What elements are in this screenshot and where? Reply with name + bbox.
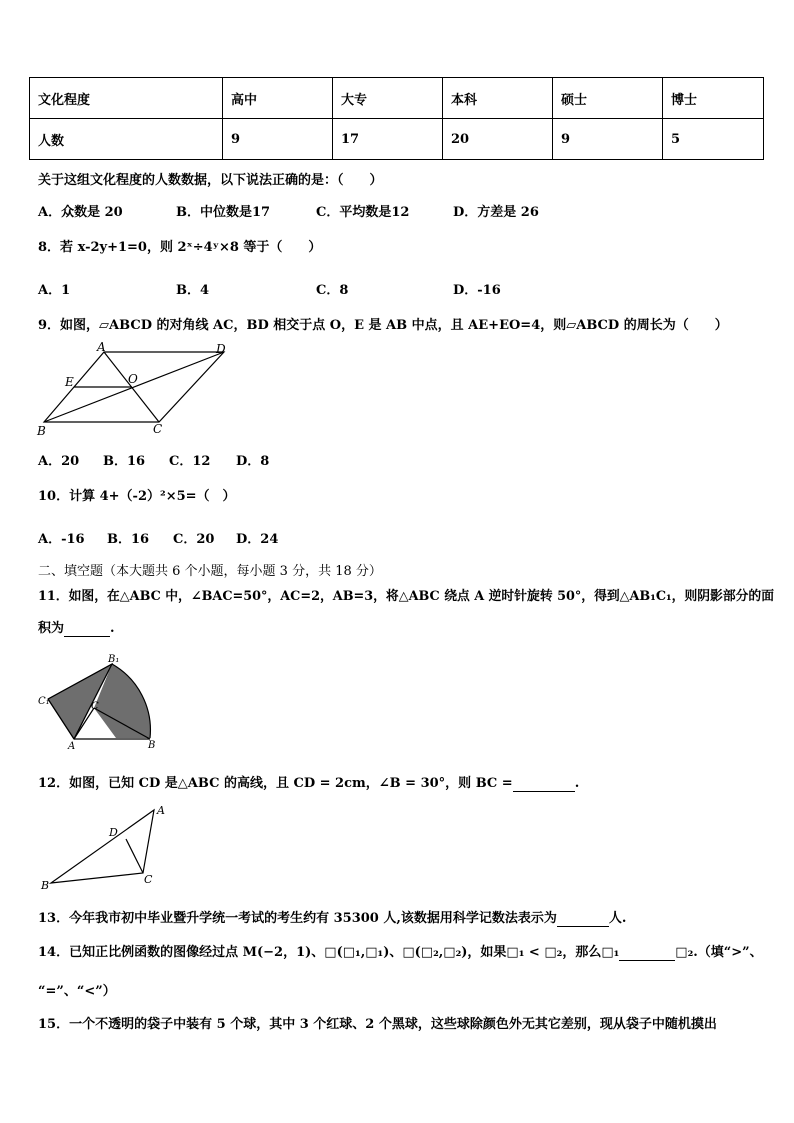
table-cell: 9 — [223, 119, 333, 160]
q8-option-b: B．4 — [176, 283, 210, 298]
q9-option-d: D．8 — [236, 454, 270, 469]
q11-text-end: . — [110, 621, 115, 636]
question-7-stem: 关于这组文化程度的人数数据，以下说法正确的是：（ ） — [38, 173, 383, 188]
q10-option-a: A．-16 — [38, 532, 85, 547]
question-11-stem-line1: 11．如图，在△ABC 中，∠BAC=50°，AC=2，AB=3，将△ABC 绕点 A 逆时针旋转 50°，得到△AB₁C₁，则阴影部分的面 — [38, 589, 775, 604]
question-11-stem-line2 — [38, 617, 115, 637]
q9-option-b: B．16 — [103, 454, 146, 469]
table-cell: 大专 — [333, 78, 443, 119]
q9-option-a: A．20 — [38, 454, 80, 469]
question-14-line2: “=”、“<”） — [38, 984, 116, 999]
answer-blank[interactable] — [557, 911, 609, 927]
table-row — [30, 119, 764, 160]
q8-option-c: C．8 — [316, 283, 349, 298]
triangle-abc — [51, 810, 154, 883]
label-b: B — [41, 879, 50, 892]
q10-option-b: B．16 — [107, 532, 150, 547]
q8-option-a: A．1 — [38, 283, 71, 298]
label-a: A — [68, 741, 76, 752]
question-14-stem — [38, 941, 763, 961]
q11-text: 积为 — [38, 621, 65, 636]
q10-option-c: C．20 — [173, 532, 215, 547]
label-b: B — [148, 740, 156, 751]
q13-text-end: 人. — [608, 911, 627, 926]
label-d: D — [216, 342, 226, 356]
table-cell: 17 — [333, 119, 443, 160]
answer-blank[interactable] — [64, 621, 110, 637]
label-d: D — [109, 826, 118, 839]
label-b: B — [37, 424, 46, 438]
label-c1: C₁ — [38, 696, 50, 707]
q14-text: 14．已知正比例函数的图像经过点 M(−2，1)、□(□₁,□₁)、□(□₂,□₂)，如果□₁ < □₂，那么□₁ — [38, 945, 620, 960]
q7-option-c: C．平均数是12 — [316, 205, 410, 220]
triangle-figure — [38, 800, 173, 892]
answer-blank[interactable] — [513, 776, 575, 792]
table-row — [30, 78, 764, 119]
question-13-stem — [38, 907, 626, 927]
q14-text-end: □₂.（填“>”、 — [675, 945, 763, 960]
q7-option-d: D．方差是 26 — [453, 205, 539, 220]
table-cell: 文化程度 — [30, 78, 223, 119]
education-table — [29, 77, 764, 160]
table-cell: 高中 — [223, 78, 333, 119]
label-c: C — [153, 422, 163, 436]
rotation-figure — [36, 652, 166, 754]
question-8-stem: 8．若 x-2y+1=0，则 2ˣ÷4ʸ×8 等于（ ） — [38, 240, 322, 255]
label-a: A — [157, 804, 165, 817]
question-12-stem — [38, 772, 579, 792]
q12-text-end: . — [574, 776, 580, 791]
q9-option-c: C．12 — [169, 454, 211, 469]
q13-text: 13．今年我市初中毕业暨升学统一考试的考生约有 35300 人,该数据用科学记数法表示为 — [38, 911, 557, 926]
table-cell: 本科 — [443, 78, 553, 119]
table-cell: 博士 — [663, 78, 764, 119]
label-b1: B₁ — [108, 654, 120, 665]
q12-text: 12．如图，已知 CD 是△ABC 的高线，且 CD = 2cm，∠B = 30°，则 BC = — [38, 776, 513, 791]
table-cell: 硕士 — [553, 78, 663, 119]
table-cell: 9 — [553, 119, 663, 160]
q7-option-a: A．众数是 20 — [38, 205, 123, 220]
section-heading: 二、填空题（本大题共 6 个小题，每小题 3 分，共 18 分） — [38, 564, 382, 579]
question-9-stem: 9．如图，▱ABCD 的对角线 AC，BD 相交于点 O，E 是 AB 中点，且 AE+EO=4，则▱ABCD 的周长为（ ） — [38, 318, 728, 333]
altitude-cd — [126, 839, 143, 873]
label-c: C — [144, 873, 153, 886]
label-o: O — [128, 372, 138, 386]
label-a: A — [97, 340, 106, 354]
q10-option-d: D．24 — [236, 532, 279, 547]
question-10-stem: 10．计算 4+（-2）²×5=（ ） — [38, 489, 236, 504]
table-cell: 人数 — [30, 119, 223, 160]
label-e: E — [65, 375, 74, 389]
label-c: C — [91, 701, 99, 712]
answer-blank[interactable] — [619, 945, 675, 961]
table-cell: 20 — [443, 119, 553, 160]
q8-option-d: D．-16 — [453, 283, 501, 298]
parallelogram-figure — [36, 340, 232, 440]
q7-option-b: B．中位数是17 — [176, 205, 271, 220]
question-15-stem: 15．一个不透明的袋子中装有 5 个球，其中 3 个红球、2 个黑球，这些球除颜色外无其它差别，现从袋子中随机摸出 — [38, 1017, 717, 1032]
table-cell: 5 — [663, 119, 764, 160]
